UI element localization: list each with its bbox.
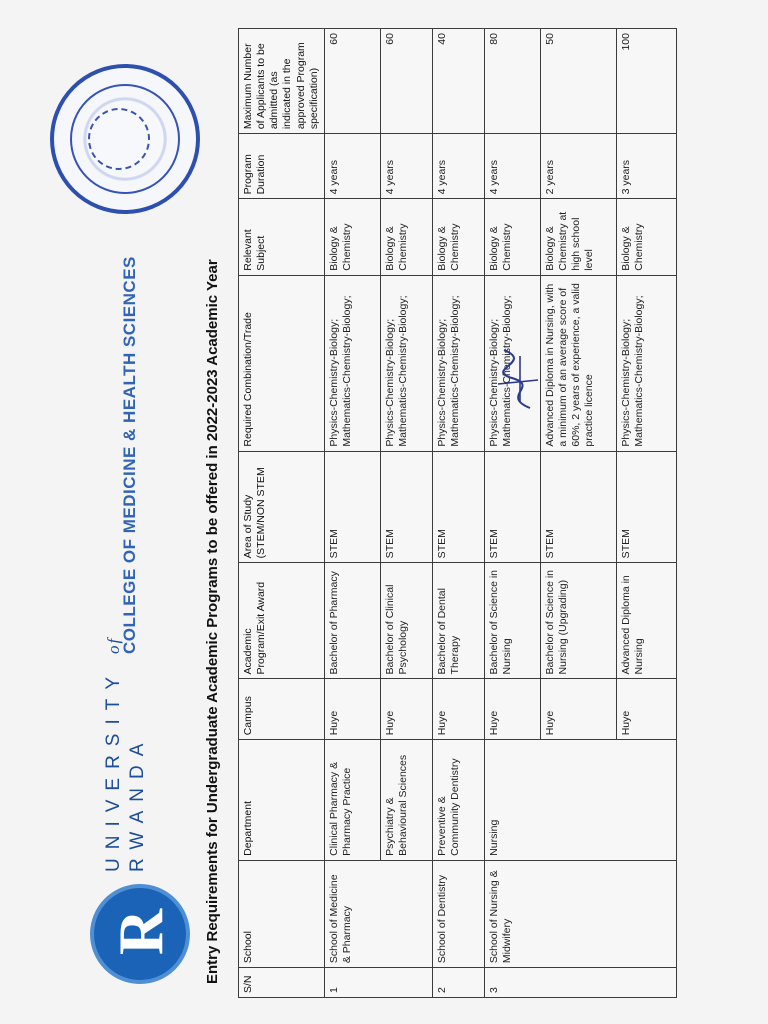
cell-subject: Biology & Chemistry [484,199,540,275]
header-combination: Required Combination/Trade [239,275,325,451]
cell-combination: Physics-Chemistry-Biology; Mathematics-Chemistry-Biology; [324,275,380,451]
cell-subject: Biology & Chemistry [616,199,676,275]
header-subject: Relevant Subject [239,199,325,275]
cell-program: Bachelor of Science in Nursing [484,563,540,679]
cell-area: STEM [540,451,616,563]
cell-department: Clinical Pharmacy & Pharmacy Practice [324,740,380,861]
header-school: School [239,860,325,967]
cell-duration: 2 years [540,134,616,199]
header-duration: Program Duration [239,134,325,199]
cell-area: STEM [324,451,380,563]
cell-campus: Huye [324,679,380,740]
college-seal [50,64,200,214]
cell-program: Bachelor of Science in Nursing (Upgrading) [540,563,616,679]
cell-sn: 1 [324,968,432,998]
cell-campus: Huye [616,679,676,740]
seal-emblem-icon [88,108,150,170]
cell-max: 100 [616,29,676,134]
college-name: COLLEGE OF MEDICINE & HEALTH SCIENCES [120,256,139,654]
cell-combination: Physics-Chemistry-Biology; Mathematics-Chemistry-Biology; [616,275,676,451]
cell-program: Bachelor of Pharmacy [324,563,380,679]
cell-campus: Huye [540,679,616,740]
cell-sn: 2 [432,968,484,998]
cell-max: 60 [380,29,432,134]
cell-program: Advanced Diploma in Nursing [616,563,676,679]
cell-sn: 3 [484,968,676,998]
cell-school: School of Dentistry [432,860,484,967]
handwritten-signature [490,344,546,414]
header-campus: Campus [239,679,325,740]
cell-department: Nursing [484,740,676,861]
table-row [324,29,380,998]
cell-campus: Huye [380,679,432,740]
cell-max: 60 [324,29,380,134]
header-program: Academic Program/Exit Award [239,563,325,679]
cell-duration: 4 years [380,134,432,199]
cell-subject: Biology & Chemistry [380,199,432,275]
cell-max: 40 [432,29,484,134]
cell-duration: 4 years [324,134,380,199]
cell-area: STEM [616,451,676,563]
cell-department: Preventive & Community Dentistry [432,740,484,861]
cell-subject: Biology & Chemistry [432,199,484,275]
university-name [102,637,150,872]
cell-area: STEM [484,451,540,563]
letterhead [40,40,210,984]
document-title: Entry Requirements for Undergraduate Academic Programs to be offered in 2022-2023 Academic Year [204,259,221,984]
header-department: Department [239,740,325,861]
table-row [484,29,540,998]
header-area: Area of Study (STEM/NON STEM [239,451,325,563]
cell-combination: Physics-Chemistry-Biology; Mathematics-Chemistry-Biology; [432,275,484,451]
logo-letter: R [105,908,176,956]
university-name-of: of [104,636,123,655]
cell-school: School of Medicine & Pharmacy [324,860,432,967]
cell-duration: 4 years [484,134,540,199]
header-max-applicants: Maximum Number of Applicants to be admitted (as indicated in the approved Program specification) [239,29,325,134]
cell-max: 50 [540,29,616,134]
cell-duration: 3 years [616,134,676,199]
cell-area: STEM [432,451,484,563]
table-header-row [239,29,325,998]
table-row [432,29,484,998]
cell-subject: Biology & Chemistry [324,199,380,275]
university-logo [90,884,190,984]
cell-department: Psychiatry & Behavioural Sciences [380,740,432,861]
header-sn: S/N [239,968,325,998]
cell-program: Bachelor of Clinical Psychology [380,563,432,679]
university-name-line2: RWANDA [127,734,148,872]
cell-campus: Huye [484,679,540,740]
cell-campus: Huye [432,679,484,740]
cell-area: STEM [380,451,432,563]
cell-combination: Physics-Chemistry-Biology; Mathematics-Chemistry-Biology; [380,275,432,451]
requirements-table [238,28,677,998]
cell-max: 80 [484,29,540,134]
cell-subject: Biology & Chemistry at high school level [540,199,616,275]
cell-combination: Advanced Diploma in Nursing, with a minimum of an average score of 60%, 2 years of experience, a valid practice licence [540,275,616,451]
cell-combination: Physics-Chemistry-Biology; Mathematics-Chemistry-Biology; [484,275,540,451]
university-name-line1: UNIVERSITY [103,668,124,872]
cell-duration: 4 years [432,134,484,199]
cell-program: Bachelor of Dental Therapy [432,563,484,679]
table-row [380,29,432,998]
cell-school: School of Nursing & Midwifery [484,860,676,967]
